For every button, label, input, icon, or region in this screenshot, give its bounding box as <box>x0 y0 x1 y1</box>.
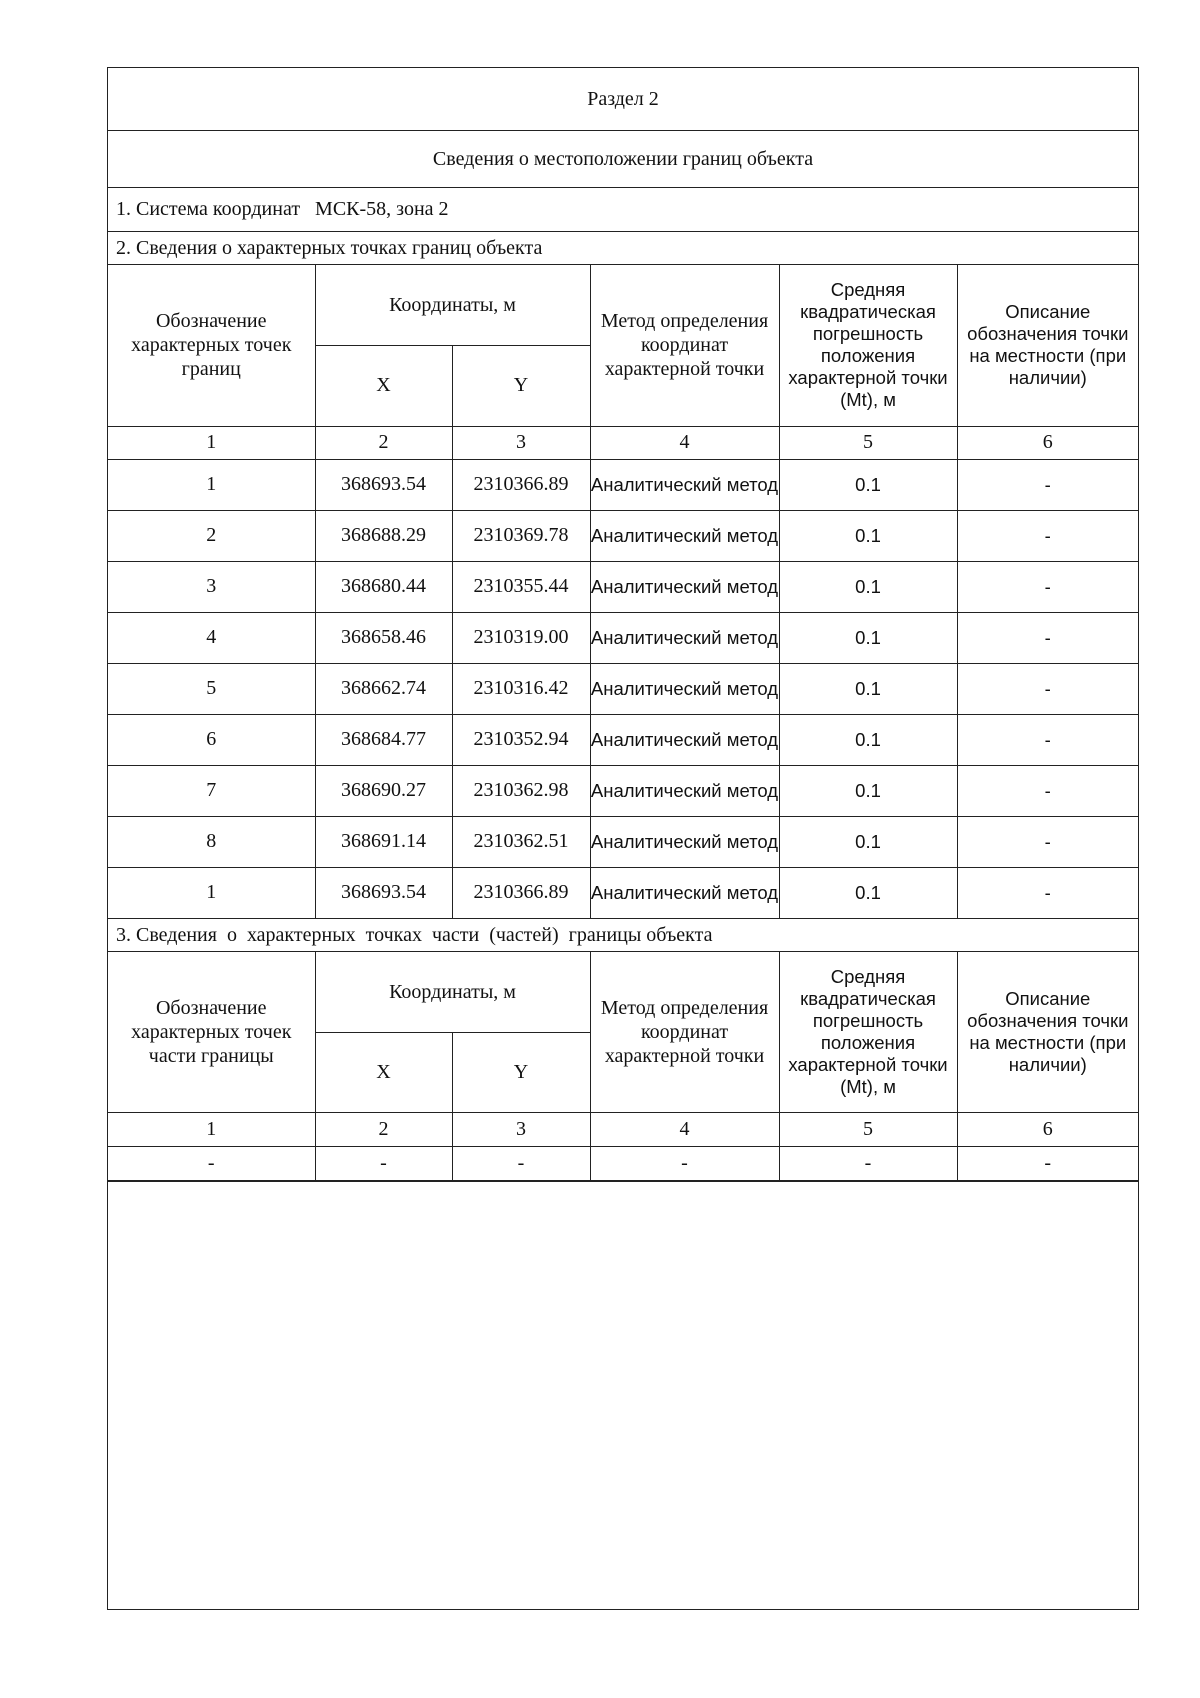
table-row <box>108 561 1138 612</box>
cell-point: 1 <box>108 867 315 918</box>
cell-y: 2310355.44 <box>452 561 590 612</box>
cell-accuracy: 0.1 <box>779 714 957 765</box>
cell-accuracy: - <box>779 1146 957 1180</box>
col-number: 2 <box>315 1112 452 1146</box>
cell-y: 2310319.00 <box>452 612 590 663</box>
cell-description: - <box>957 459 1138 510</box>
cell-x: 368658.46 <box>315 612 452 663</box>
header-coords: Координаты, м <box>315 952 590 1032</box>
cell-method: Аналитический метод <box>590 510 779 561</box>
cell-description: - <box>957 765 1138 816</box>
col-number: 2 <box>315 426 452 459</box>
cell-accuracy: 0.1 <box>779 612 957 663</box>
cell-description: - <box>957 714 1138 765</box>
cell-x: 368688.29 <box>315 510 452 561</box>
cell-y: 2310316.42 <box>452 663 590 714</box>
cell-x: 368693.54 <box>315 459 452 510</box>
cell-method: Аналитический метод <box>590 765 779 816</box>
table-row <box>108 459 1138 510</box>
cell-x: 368691.14 <box>315 816 452 867</box>
cell-method: Аналитический метод <box>590 816 779 867</box>
table-row <box>108 765 1138 816</box>
cell-x: 368684.77 <box>315 714 452 765</box>
table-row <box>108 663 1138 714</box>
cell-description: - <box>957 663 1138 714</box>
col-number: 5 <box>779 1112 957 1146</box>
cell-description: - <box>957 867 1138 918</box>
header-method: Метод определения координат характерной точки <box>590 952 779 1112</box>
cell-y: 2310366.89 <box>452 867 590 918</box>
cell-accuracy: 0.1 <box>779 765 957 816</box>
table-row <box>108 612 1138 663</box>
header-y: Y <box>452 1032 590 1112</box>
cell-y: 2310362.51 <box>452 816 590 867</box>
cell-y: 2310369.78 <box>452 510 590 561</box>
cell-point: 8 <box>108 816 315 867</box>
table-row <box>108 867 1138 918</box>
cell-y: 2310352.94 <box>452 714 590 765</box>
col-number: 4 <box>590 426 779 459</box>
cell-point: 7 <box>108 765 315 816</box>
table-row <box>108 1146 1138 1180</box>
header-description: Описание обозначения точки на местности (при наличии) <box>957 952 1138 1112</box>
cell-y: - <box>452 1146 590 1180</box>
cell-y: 2310366.89 <box>452 459 590 510</box>
cell-method: Аналитический метод <box>590 714 779 765</box>
cell-point: - <box>108 1146 315 1180</box>
cell-method: Аналитический метод <box>590 867 779 918</box>
table-row <box>108 714 1138 765</box>
header-point: Обозначение характерных точек границ <box>108 265 315 426</box>
cell-description: - <box>957 561 1138 612</box>
table-row <box>108 816 1138 867</box>
col-number: 1 <box>108 426 315 459</box>
col-number: 5 <box>779 426 957 459</box>
cell-accuracy: 0.1 <box>779 459 957 510</box>
header-point: Обозначение характерных точек части границы <box>108 952 315 1112</box>
table-row <box>108 510 1138 561</box>
col-number: 3 <box>452 426 590 459</box>
table2-heading: 3. Сведения о характерных точках части (частей) границы объекта <box>108 919 1138 952</box>
cell-method: Аналитический метод <box>590 612 779 663</box>
cell-method: Аналитический метод <box>590 459 779 510</box>
col-number: 6 <box>957 1112 1138 1146</box>
cell-method: Аналитический метод <box>590 663 779 714</box>
cell-description: - <box>957 816 1138 867</box>
cell-accuracy: 0.1 <box>779 816 957 867</box>
header-accuracy: Средняя квадратическая погрешность положения характерной точки (Mt), м <box>779 952 957 1112</box>
col-number: 3 <box>452 1112 590 1146</box>
header-x: X <box>315 1032 452 1112</box>
part-boundary-points-table <box>108 952 1138 1181</box>
cell-method: - <box>590 1146 779 1180</box>
cell-x: 368680.44 <box>315 561 452 612</box>
boundary-points-table <box>108 265 1138 919</box>
col-number: 1 <box>108 1112 315 1146</box>
cell-accuracy: 0.1 <box>779 510 957 561</box>
cell-description: - <box>957 612 1138 663</box>
table1-heading: 2. Сведения о характерных точках границ объекта <box>108 232 1138 265</box>
section-title: Раздел 2 <box>108 68 1138 131</box>
cell-method: Аналитический метод <box>590 561 779 612</box>
col-number: 6 <box>957 426 1138 459</box>
cell-point: 5 <box>108 663 315 714</box>
cell-accuracy: 0.1 <box>779 867 957 918</box>
coordinate-system: 1. Система координат МСК-58, зона 2 <box>108 188 1138 232</box>
document-frame <box>107 67 1139 1610</box>
cell-x: 368693.54 <box>315 867 452 918</box>
cell-x: 368662.74 <box>315 663 452 714</box>
cell-point: 3 <box>108 561 315 612</box>
header-y: Y <box>452 345 590 426</box>
cell-point: 2 <box>108 510 315 561</box>
header-coords: Координаты, м <box>315 265 590 345</box>
cell-x: - <box>315 1146 452 1180</box>
cell-accuracy: 0.1 <box>779 663 957 714</box>
table2-bottom-border <box>108 1181 1138 1182</box>
cell-description: - <box>957 510 1138 561</box>
header-x: X <box>315 345 452 426</box>
cell-x: 368690.27 <box>315 765 452 816</box>
cell-point: 4 <box>108 612 315 663</box>
cell-accuracy: 0.1 <box>779 561 957 612</box>
header-accuracy: Средняя квадратическая погрешность положения характерной точки (Mt), м <box>779 265 957 426</box>
cell-point: 1 <box>108 459 315 510</box>
col-number: 4 <box>590 1112 779 1146</box>
section-subtitle: Сведения о местоположении границ объекта <box>108 131 1138 188</box>
cell-y: 2310362.98 <box>452 765 590 816</box>
cell-description: - <box>957 1146 1138 1180</box>
header-method: Метод определения координат характерной точки <box>590 265 779 426</box>
header-description: Описание обозначения точки на местности (при наличии) <box>957 265 1138 426</box>
cell-point: 6 <box>108 714 315 765</box>
